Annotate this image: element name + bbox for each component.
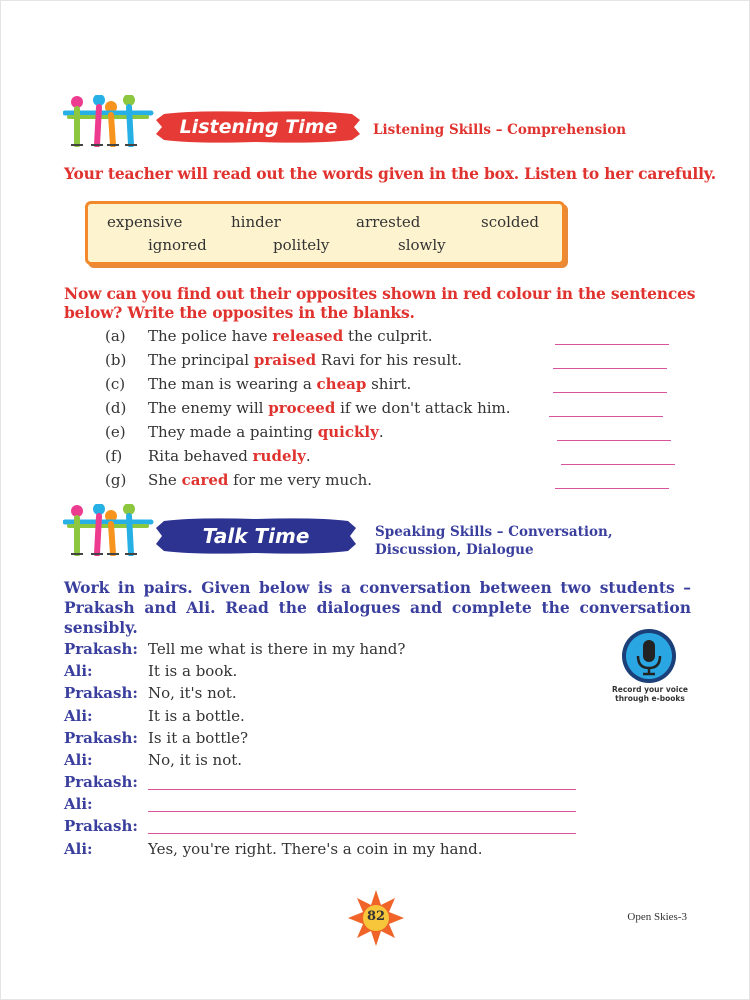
word-item: scolded [481,213,540,231]
speaker-label: Prakash: [64,729,138,747]
task-instruction-line2: below? Write the opposites in the blanks. [64,303,415,322]
opposite-word: cheap [316,375,367,393]
word-item: hinder [231,213,281,231]
dialogue-line: It is a bottle. [148,707,245,725]
sentence-text: The enemy will proceed if we don't attack him. [148,399,511,417]
kids-group-icon [63,95,155,147]
page-number: 82 [366,909,386,924]
listening-instruction: Your teacher will read out the words given in the box. Listen to her carefully. [64,164,716,183]
record-caption-line1: Record your voice [612,685,688,694]
sentence-text: Rita behaved rudely. [148,447,311,465]
speaker-label: Ali: [64,707,93,725]
opposite-word: rudely [252,447,306,465]
listening-time-title: Listening Time [179,116,338,138]
dialogue-line: Yes, you're right. There's a coin in my hand. [148,840,483,858]
item-label: (f) [105,447,123,465]
word-box [85,201,565,265]
dialogue-line: It is a book. [148,662,238,680]
sentence-text: The police have released the culprit. [148,327,433,345]
item-label: (e) [105,423,126,441]
listening-time-badge [156,110,361,144]
answer-blank[interactable] [553,368,667,369]
speaking-skill-line1: Speaking Skills – Conversation, [375,524,613,540]
answer-blank[interactable] [549,416,663,417]
answer-blank[interactable] [561,464,675,465]
speaker-label: Ali: [64,751,93,769]
dialogue-line: No, it is not. [148,751,243,769]
word-item: slowly [398,236,446,254]
task-instruction-line1: Now can you find out their opposites shown in red colour in the sentences [64,284,696,303]
word-item: expensive [107,213,183,231]
dialogue-line: Tell me what is there in my hand? [148,640,406,658]
dialogue-line: No, it's not. [148,684,237,702]
word-item: ignored [148,236,207,254]
conversation-instruction-line1: Work in pairs. Given below is a conversation between two students – [64,578,691,597]
speaker-label: Prakash: [64,817,138,835]
sentence-text: The man is wearing a cheap shirt. [148,375,412,393]
speaker-label: Prakash: [64,684,138,702]
talk-time-badge [156,517,356,555]
microphone-icon [621,628,677,684]
speaker-label: Prakash: [64,773,138,791]
dialogue-line: Is it a bottle? [148,729,249,747]
dialogue-blank[interactable] [148,789,576,790]
talk-time-title: Talk Time [202,524,310,548]
item-label: (a) [105,327,126,345]
sentence-text: The principal praised Ravi for his result. [148,351,462,369]
word-item: arrested [356,213,421,231]
item-label: (g) [105,471,127,489]
item-label: (d) [105,399,127,417]
record-caption-line2: through e-books [615,694,685,703]
speaker-label: Prakash: [64,640,138,658]
opposite-word: cared [181,471,229,489]
opposite-word: praised [253,351,317,369]
page-number-badge [348,890,404,946]
conversation-instruction-line2: Prakash and Ali. Read the dialogues and complete the conversation [64,598,691,617]
speaker-label: Ali: [64,795,93,813]
opposite-word: proceed [268,399,336,417]
listening-skill-label: Listening Skills – Comprehension [373,122,627,138]
word-item: politely [273,236,330,254]
opposite-word: released [272,327,344,345]
answer-blank[interactable] [557,440,671,441]
dialogue-blank[interactable] [148,811,576,812]
speaking-skill-line2: Discussion, Dialogue [375,542,534,558]
kids-group-icon [63,504,155,556]
answer-blank[interactable] [555,344,669,345]
record-voice-button[interactable] [621,628,677,684]
sentence-text: She cared for me very much. [148,471,373,489]
item-label: (b) [105,351,127,369]
speaker-label: Ali: [64,840,93,858]
conversation-instruction-line3: sensibly. [64,618,138,637]
opposite-word: quickly [317,423,379,441]
answer-blank[interactable] [555,488,669,489]
item-label: (c) [105,375,126,393]
book-title: Open Skies-3 [627,911,687,923]
answer-blank[interactable] [553,392,667,393]
sentence-text: They made a painting quickly. [148,423,384,441]
speaker-label: Ali: [64,662,93,680]
dialogue-blank[interactable] [148,833,576,834]
